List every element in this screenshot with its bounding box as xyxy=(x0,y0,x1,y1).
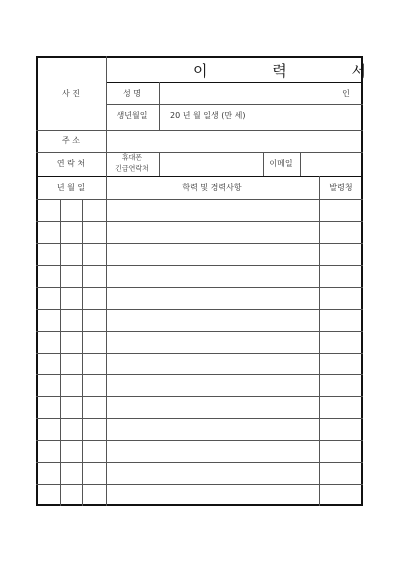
history-row[interactable] xyxy=(106,374,319,396)
email-left-divider xyxy=(263,152,264,176)
birth-value[interactable]: 20 년 월 일생 (만 세) xyxy=(170,111,246,120)
phone-label: 휴대폰 xyxy=(121,153,143,162)
history-row[interactable] xyxy=(106,440,319,462)
history-top-line xyxy=(36,176,363,177)
name-label: 성 명 xyxy=(123,89,141,98)
history-row[interactable] xyxy=(106,265,319,287)
history-details-header: 학력 및 경력사항 xyxy=(182,183,242,192)
history-issuer-divider xyxy=(319,176,320,506)
photo-right-divider xyxy=(106,56,107,130)
history-row[interactable] xyxy=(106,418,319,440)
history-row[interactable] xyxy=(106,331,319,353)
birth-label: 생년월일 xyxy=(116,111,148,120)
seal-mark: 인 xyxy=(342,89,350,98)
email-field[interactable] xyxy=(300,153,362,175)
address-field[interactable] xyxy=(106,130,362,151)
history-row[interactable] xyxy=(106,462,319,484)
form-title: 이 력 서 xyxy=(193,62,397,80)
address-label: 주 소 xyxy=(62,136,80,145)
history-row[interactable] xyxy=(106,396,319,418)
history-row[interactable] xyxy=(106,243,319,265)
history-row[interactable] xyxy=(106,199,319,221)
name-field[interactable] xyxy=(159,83,334,104)
history-date-header: 년 월 일 xyxy=(56,183,86,192)
history-row[interactable] xyxy=(106,287,319,309)
history-row[interactable] xyxy=(106,221,319,243)
email-label: 이메일 xyxy=(269,159,293,168)
history-row[interactable] xyxy=(106,484,319,506)
contact-label: 연 락 처 xyxy=(56,159,86,168)
phone-field[interactable] xyxy=(159,153,263,175)
history-row[interactable] xyxy=(106,309,319,331)
history-issuer-header: 발령청 xyxy=(329,183,353,192)
emergency-label: 긴급연락처 xyxy=(115,164,149,173)
history-row[interactable] xyxy=(106,353,319,375)
photo-label: 사 진 xyxy=(62,89,80,98)
name-row-divider xyxy=(106,104,363,105)
